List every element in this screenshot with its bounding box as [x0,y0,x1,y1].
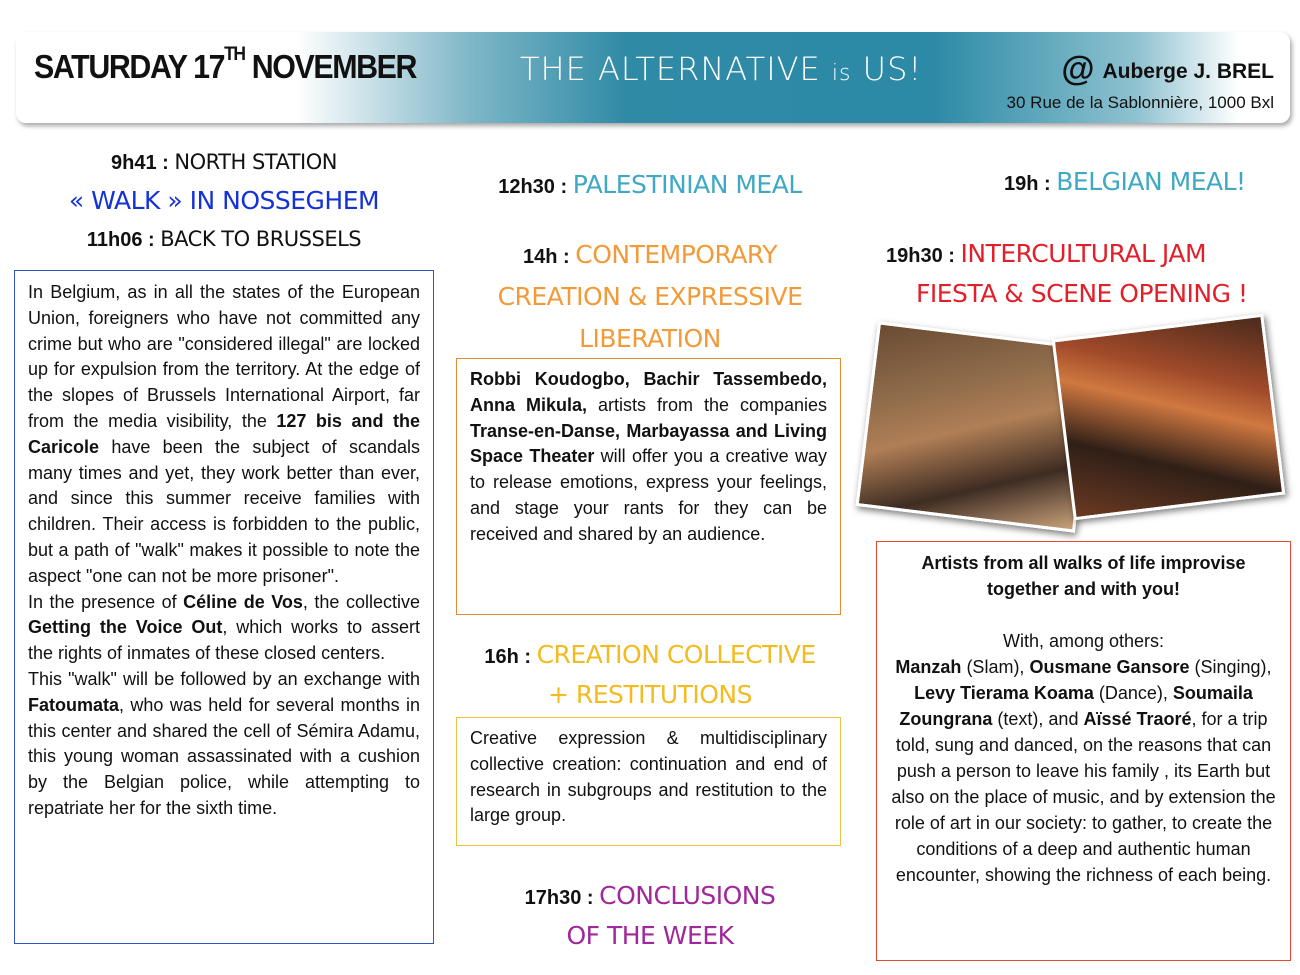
jam-artists: With, among others: Manzah (Slam), Ousmane Gansore (Singing), Levy Tierama Koama (Dance), Soumaila Zoungrana (text), and Aïssé Traoré, for a trip told, sung and danced, on the reasons that can push a person to leave his family , its Earth but also on the place of music, and by extension the role of art in our society: to gather, to create the conditions of a deep and authentic human encounter, showing the richness of each being. [891,631,1276,885]
schedule-palestinian-meal: 12h30 : PALESTINIAN MEAL [498,170,802,199]
walk-title: « WALK » IN NOSSEGHEM [68,186,380,215]
walk-paragraph-3: This "walk" will be followed by an exchange with Fatoumata, who was held for several months in this center and shared the cell of Sémira Adamu, this young woman assassinated with a cushion by the Belgian police, while attempting to repatriate her for the sixth time. [28,668,420,818]
schedule-contemporary-creation: 14h : CONTEMPORARY CREATION & EXPRESSIVE LIBERATION [497,240,803,353]
schedule-creation-collective: 16h : CREATION COLLECTIVE + RESTITUTIONS [484,640,816,709]
creation-paragraph: Robbi Koudogbo, Bachir Tassembedo, Anna Mikula, artists from the companies Transe-en-Danse, Marbayassa and Living Space Theater will offer you a creative way to release emotions, express your feelings, and stage your rants for they can be received and shared by an audience. [470,369,827,544]
jam-description-box [876,541,1291,961]
jam-headline: Artists from all walks of life improvise together and with you! [921,553,1246,599]
event-date: SATURDAY 17TH NOVEMBER [34,44,417,85]
creation-description-box [456,358,841,615]
walk-paragraph-2: In the presence of Céline de Vos, the collective Getting the Voice Out, which works to assert the rights of inmates of these closed centers. [28,591,420,664]
collective-description-box [456,717,841,846]
walk-paragraph-1: In Belgium, as in all the states of the European Union, foreigners who have not committed any crime but who are "considered illegal" are locked up for expulsion from the territory. At the edge of the slopes of Brussels International Airport, far from the media visibility, the 127 bis and the Caricole have been the subject of scandals many times and yet, they work better than ever, and since this summer receive families with children. Their access is forbidden to the public, but a path of "walk" makes it possible to note the aspect "one can not be more prisoner". [28,282,420,586]
photo-dancer [1052,314,1286,521]
at-icon: @ [1061,50,1095,88]
slogan: THE ALTERNATIVE is US! [520,50,923,88]
venue-address: 30 Rue de la Sablonnière, 1000 Bxl [1006,93,1274,112]
schedule-conclusions: 17h30 : CONCLUSIONS OF THE WEEK [524,881,776,950]
venue-name: @ Auberge J. BREL [1061,50,1274,88]
collective-paragraph: Creative expression & multidisciplinary collective creation: continuation and end of research in subgroups and restitution to the large group. [470,728,827,826]
schedule-north-station: 9h41 : NORTH STATION [111,150,337,174]
schedule-belgian-meal: 19h : BELGIAN MEAL! [1004,167,1246,196]
walk-description-box [14,270,434,944]
schedule-intercultural-jam: 19h30 : INTERCULTURAL JAM FIESTA & SCENE OPENING ! [886,239,1248,308]
schedule-back-to-brussels: 11h06 : BACK TO BRUSSELS [86,227,362,251]
